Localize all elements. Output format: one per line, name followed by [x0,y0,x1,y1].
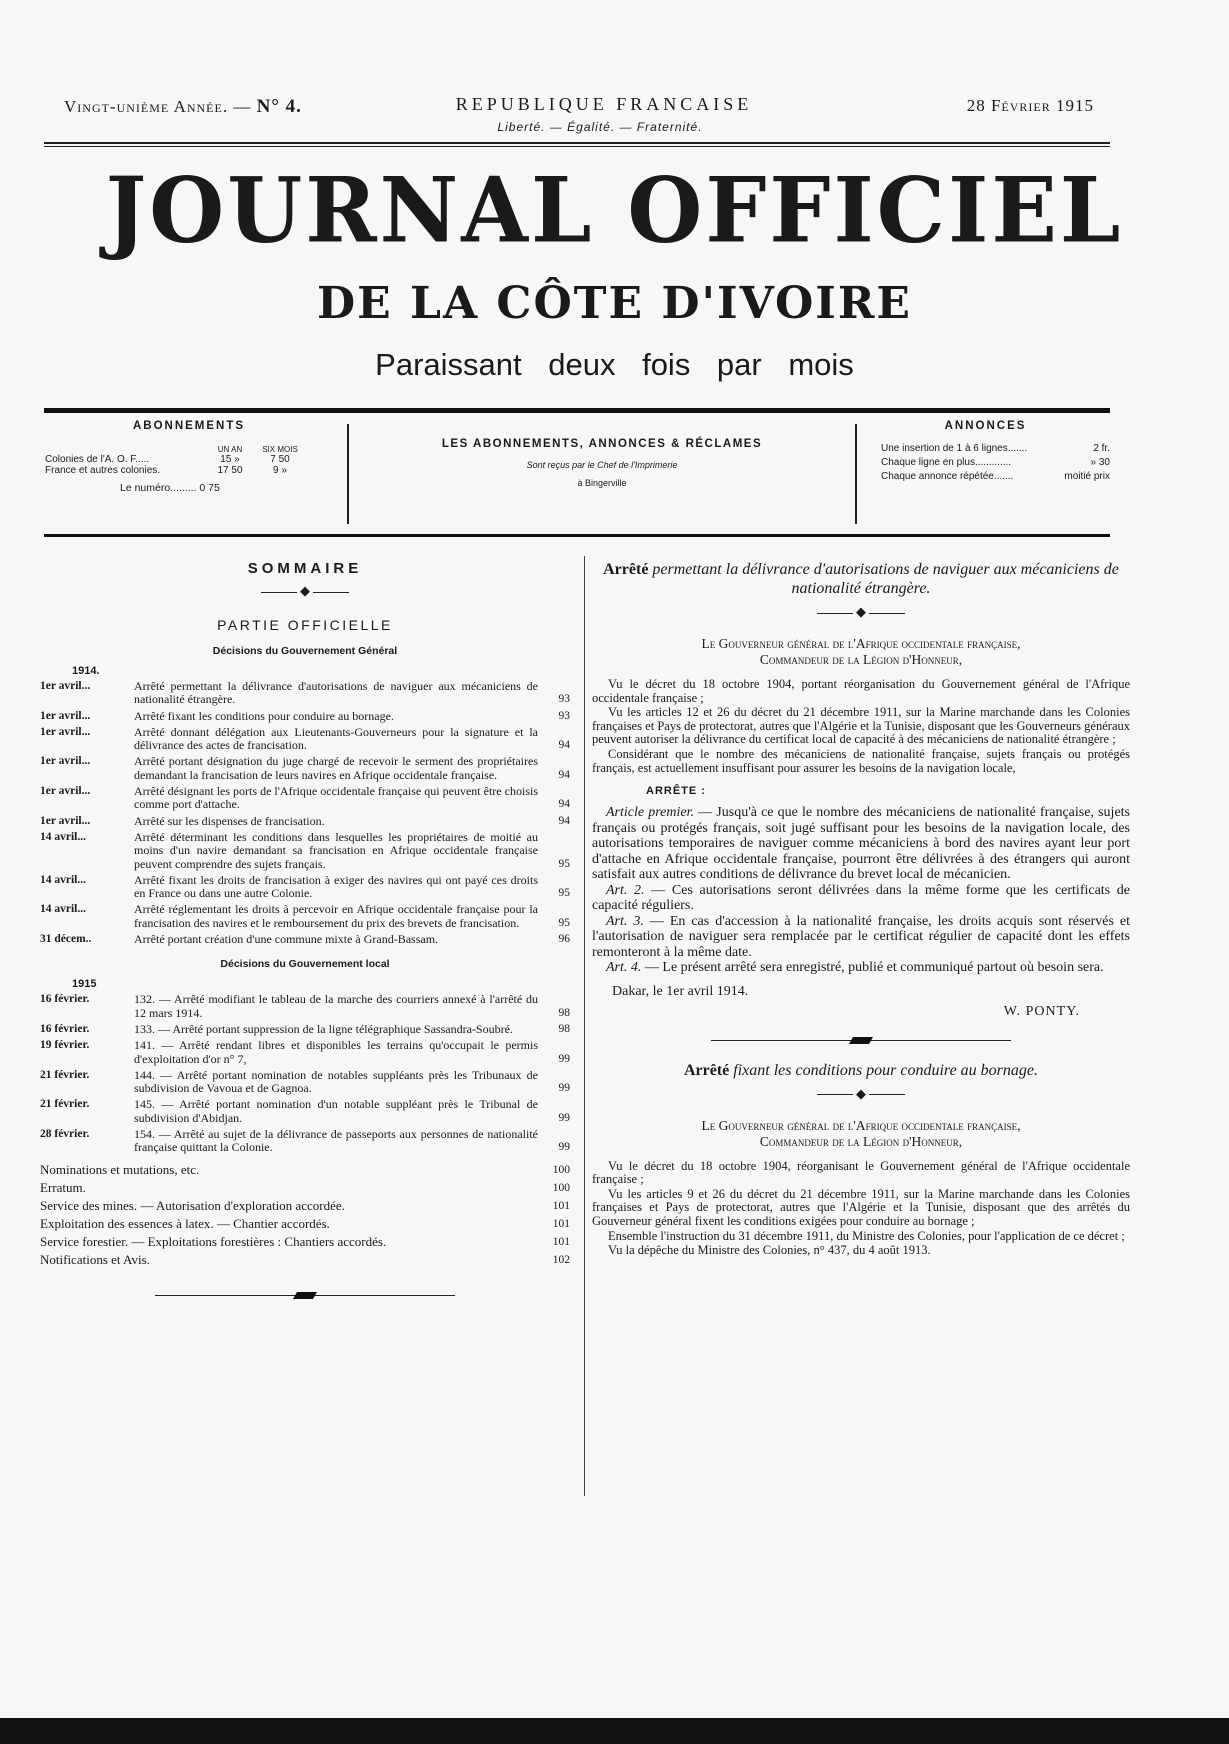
considerant: Vu le décret du 18 octobre 1904, portant réorganisation du Gouvernement général de l'Afrique occidentale française ; [592,677,1130,705]
misc-entries [40,1161,570,1269]
entry-date: 21 février. [40,1098,90,1111]
entry-page: 94 [558,814,570,827]
entry-text: Arrêté désignant les ports de l'Afrique occidentale française qui peuvent être choisis comme port d'attache. [134,784,538,812]
entry-text: 133. — Arrêté portant suppression de la ligne télégraphique Sassandra-Soubré. [134,1021,513,1036]
entry-text: Arrêté déterminant les conditions dans lesquelles les propriétaires de moitié au moins d'un navire demandant sa francisation en Afrique occidentale française peuvent comprendre des sujets français. [134,829,538,871]
entry-text: Arrêté fixant les conditions pour conduire au bornage. [134,708,394,723]
annonces-value: moitié prix [1064,471,1110,482]
sommaire-entry [40,726,570,753]
journal-subtitle: DE LA CÔTE D'IVOIRE [317,278,912,329]
col-six-mois: SIX MOIS [262,445,298,454]
reception-box [347,424,857,524]
governor-line-1: Le Gouverneur général de l'Afrique occidentale française, [701,636,1021,651]
article-1-considerants [592,678,1130,775]
republic-label: REPUBLIQUE FRANCAISE [455,94,753,114]
entry-page: 93 [558,709,570,722]
misc-page: 101 [552,1217,570,1230]
entry-page: 98 [558,1022,570,1035]
governor-line-2: Commandeur de la Légion d'Honneur, [759,652,963,667]
end-separator [155,1291,455,1300]
gov-general-heading: Décisions du Gouvernement Général [212,645,398,657]
arrete-label: ARRÊTE : [646,785,706,798]
entry-date: 16 février. [40,993,90,1006]
article-text: — En cas d'accession à la nationalité française, les droits acquis sont réservés et l'autorisation de naviguer sera remplacée par le certificat régulier de capacité dont les effets remonteront à la même date. [592,913,1131,960]
numero-price [35,482,343,494]
misc-entry [40,1215,570,1233]
abonnements-box [35,420,343,532]
col-un-an: UN AN [217,445,243,454]
sommaire-entry [40,1039,570,1066]
sommaire-column [40,560,570,1316]
abonnements-row [35,465,343,476]
entry-page: 95 [558,887,570,900]
sommaire-entry [40,903,570,930]
articles-column [592,560,1130,1258]
edition-number: N° 4. [256,96,302,117]
entry-text: Arrêté fixant les droits de francisation à exiger des navires qui ont payé ces droits en France ou dans une autre Colonie. [134,872,538,901]
sommaire-entry [40,933,570,946]
issue-date: 28 Février 1915 [966,96,1094,115]
abonnements-row-un-an: 17 50 [217,465,243,476]
abonnements-row-label: Colonies de l'A. O. F..... [45,454,150,465]
entry-text: 141. — Arrêté rendant libres et disponibles les terrains qu'occupait le permis d'exploitation d'or n° 7, [134,1038,538,1066]
article-1-articles [592,805,1130,976]
entry-date: 1er avril... [40,709,91,722]
annonces-value: 2 fr. [1093,443,1110,454]
entry-page: 95 [558,916,570,929]
entry-date: 1er avril... [40,814,91,827]
band-bottom-rule [44,534,1110,537]
article-text: — Le présent arrêté sera enregistré, publié et communiqué partout où besoin sera. [641,960,1104,976]
article-text: — Jusqu'à ce que le nombre des mécaniciens de nationalité française, sujets français ou protégés français, soit jugé suffisant pour les besoins de la navigation locale, des autorisations temporaires de naviguer comme mécaniciens à bord des navires ayant leur port d'attache en Afrique occidentale française, pourront être délivrées à des étrangers qui auront satisfait aux autres conditions de délivrance du brevet local de mécanicien. [592,805,1130,883]
misc-text: Erratum. [40,1179,86,1195]
abonnements-row-un-an: 15 » [220,454,240,465]
sommaire-entry [40,710,570,723]
annonces-heading: ANNONCES [944,420,1027,432]
annonces-value: » 30 [1090,457,1110,468]
considerant: Vu les articles 9 et 26 du décret du 21 décembre 1911, sur la Marine marchande dans les Colonies françaises et Pays de protectorat, autres que l'Algérie et la Tunisie, disposant que des arrêtés du Gouverneur général fixent les conditions exigées pour conduire au bornage ; [592,1186,1130,1229]
article-label: Article premier. [606,805,694,821]
journal-title: JOURNAL OFFICIEL [105,157,1124,264]
article-paragraph [592,883,1130,914]
entries-1915 [40,993,570,1154]
reception-heading: LES ABONNEMENTS, ANNONCES & RÉCLAMES [441,438,763,450]
article-2-title [592,1061,1130,1080]
scan-bottom-edge [0,1718,1229,1744]
entry-page: 99 [558,1141,570,1154]
annonces-row [861,442,1110,456]
abonnements-row [35,454,343,465]
abonnements-header-row [35,446,343,454]
partie-officielle-heading: PARTIE OFFICIELLE [217,617,393,633]
misc-page: 101 [552,1235,570,1248]
ornament-divider: ◆ [40,583,570,599]
entry-page: 99 [558,1052,570,1065]
misc-page: 101 [552,1199,570,1212]
article-2-title-bold: Arrêté [683,1061,730,1079]
annonces-box [861,420,1110,532]
entry-page: 96 [558,933,570,946]
entry-date: 16 février. [40,1022,90,1035]
sommaire-entry [40,815,570,828]
entry-page: 94 [558,739,570,752]
entry-page: 94 [558,798,570,811]
entry-date: 31 décem.. [40,933,92,946]
article-2-title-italic: fixant les conditions pour conduire au bornage. [733,1061,1038,1079]
abonnements-row-label: France et autres colonies. [45,465,161,476]
entry-text: 132. — Arrêté modifiant le tableau de la marche des courriers annexé à l'arrêté du 12 mars 1914. [134,992,538,1020]
entry-text: Arrêté portant désignation du juge chargé de recevoir le serment des propriétaires demandant la francisation de leurs navires en Afrique occidentale française. [134,754,538,782]
column-divider [584,556,585,1496]
sommaire-entry [40,1098,570,1125]
subscription-band [35,412,1110,534]
sommaire-entry [40,831,570,871]
article-text: — Ces autorisations seront délivrées dans la même forme que les certificats de capacité réguliers. [592,882,1131,914]
entry-date: 21 février. [40,1068,90,1081]
entry-date: 1er avril... [40,725,91,738]
ornament-divider: ◆ [592,1086,1130,1102]
annonces-row [861,456,1110,470]
misc-text: Service forestier. — Exploitations forestières : Chantiers accordés. [40,1233,387,1249]
sommaire-entry [40,874,570,901]
misc-entry [40,1251,570,1269]
year-heading-1914: 1914. [72,665,100,677]
considerant: Ensemble l'instruction du 31 décembre 1911, du Ministre des Colonies, pour l'application de ce décret ; [608,1228,1125,1243]
article-2-considerants [592,1160,1130,1258]
national-motto: Liberté. — Égalité. — Fraternité. [497,120,703,134]
year-heading-1915: 1915 [72,978,97,991]
article-label: Art. 3. [606,913,644,929]
entry-date: 14 avril... [40,873,86,886]
annonces-label: Chaque ligne en plus............. [881,457,1012,468]
entry-text: 145. — Arrêté portant nomination d'un notable suppléant près le Tribunal de subdivision d'Abidjan. [134,1097,538,1125]
misc-text: Notifications et Avis. [40,1251,150,1267]
entry-text: Arrêté portant création d'une commune mixte à Grand-Bassam. [134,932,439,947]
abonnements-row-six-mois: 9 » [273,465,287,476]
misc-page: 100 [552,1163,570,1176]
misc-text: Service des mines. — Autorisation d'exploration accordée. [40,1197,345,1213]
misc-entry [40,1161,570,1179]
entry-text: 154. — Arrêté au sujet de la délivrance de passeports aux personnes de nationalité française quittant la Colonie. [134,1127,538,1155]
entry-date: 28 février. [40,1128,90,1141]
misc-page: 100 [552,1181,570,1194]
entry-date: 1er avril... [40,680,91,692]
sommaire-entry [40,1023,570,1036]
entry-page: 99 [558,1082,570,1095]
entry-page: 95 [558,857,570,870]
article-label: Art. 2. [606,882,645,898]
misc-page: 102 [552,1253,570,1266]
entry-date: 1er avril... [40,755,91,768]
entry-date: 1er avril... [40,785,91,798]
article-paragraph [592,914,1130,961]
misc-text: Nominations et mutations, etc. [40,1161,200,1177]
abonnements-table [35,446,343,494]
considerant: Vu les articles 12 et 26 du décret du 21 décembre 1911, sur la Marine marchande dans les Colonies françaises et Pays de protectorat, autres que l'Algérie et la Tunisie, disposant que les Gouverneurs généraux peuvent autoriser la délivrance du certificat local de capacité à des mécaniciens de nationalité étrangère ; [592,705,1130,747]
sommaire-entry [40,1069,570,1096]
considerant: Vu la dépêche du Ministre des Colonies, n° 437, du 4 août 1913. [608,1243,931,1258]
article-1-governor [592,636,1130,668]
entry-date: 14 avril... [40,903,86,916]
article-paragraph [592,960,1130,976]
misc-entry [40,1197,570,1215]
ornament-divider: ◆ [592,604,1130,620]
entry-page: 99 [558,1111,570,1124]
edition-info [64,96,302,118]
reception-line-2: à Bingerville [577,478,627,488]
entry-date: 19 février. [40,1039,90,1052]
sommaire-entry [40,680,570,707]
header-rule [44,142,1110,144]
gov-local-heading: Décisions du Gouvernement local [220,958,390,971]
edition-year: Vingt-unième Année. — [64,97,252,116]
sommaire-entry [40,755,570,782]
governor-line-2: Commandeur de la Légion d'Honneur, [759,1133,963,1149]
numero-value: 0 75 [199,482,220,494]
article-2-governor [592,1118,1130,1150]
annonces-label: Une insertion de 1 à 6 lignes....... [881,443,1028,454]
numero-label: Le numéro......... [120,482,197,494]
sommaire-heading: SOMMAIRE [247,560,363,577]
header-rule-2 [44,146,1110,147]
article-1-title-bold: Arrêté [603,561,649,578]
sommaire-entry [40,785,570,812]
misc-entry [40,1179,570,1197]
entry-page: 93 [558,693,570,706]
article-separator [711,1036,1011,1045]
misc-text: Exploitation des essences à latex. — Chantier accordés. [40,1215,330,1231]
entry-text: Arrêté donnant délégation aux Lieutenants-Gouverneurs pour la signature et la délivrance des actes de francisation. [134,724,538,753]
entry-text: 144. — Arrêté portant nomination de notables suppléants près les Tribunaux de subdivision de Vavoua et de Gagnoa. [134,1067,538,1096]
article-1-title-italic: permettant la délivrance d'autorisations de naviguer aux mécaniciens de nationalité étrangère. [652,561,1119,597]
entry-date: 14 avril... [40,830,86,843]
annonces-row [861,470,1110,484]
annonces-list [861,442,1110,484]
reception-line-1: Sont reçus par le Chef de l'Imprimerie [526,460,678,470]
article-label: Art. 4. [606,960,642,976]
top-header-line [64,94,1094,118]
annonces-label: Chaque annonce répétée....... [881,471,1014,482]
entry-page: 98 [558,1006,570,1019]
journal-tagline: Paraissant deux fois par mois [375,347,854,382]
signature-name: W. PONTY. [1003,1003,1080,1019]
sommaire-entry [40,993,570,1020]
article-paragraph [592,805,1130,883]
entries-1914 [40,680,570,946]
misc-entry [40,1233,570,1251]
abonnements-row-six-mois: 7 50 [270,454,290,465]
abonnements-heading: ABONNEMENTS [132,420,246,432]
considerant: Vu le décret du 18 octobre 1904, réorganisant le Gouvernement général de l'Afrique occidentale française ; [592,1158,1130,1187]
governor-line-1: Le Gouverneur général de l'Afrique occidentale française, [701,1117,1021,1133]
sommaire-entry [40,1128,570,1155]
entry-text: Arrêté sur les dispenses de francisation. [134,813,325,828]
entry-text: Arrêté permettant la délivrance d'autorisations de naviguer aux mécaniciens de nationalité étrangère. [134,679,538,707]
entry-page: 94 [558,768,570,781]
article-1-title [592,560,1130,598]
signature-date: Dakar, le 1er avril 1914. [612,983,749,999]
entry-text: Arrêté réglementant les droits à percevoir en Afrique occidentale française pour la francisation des navires et le remboursement du prix des brevets de francisation. [134,902,538,930]
considerant: Considérant que le nombre des mécaniciens de nationalité française, sujets français ou protégés français, est actuellement insuffisant pour assurer les besoins de la navigation locale, [592,746,1130,775]
